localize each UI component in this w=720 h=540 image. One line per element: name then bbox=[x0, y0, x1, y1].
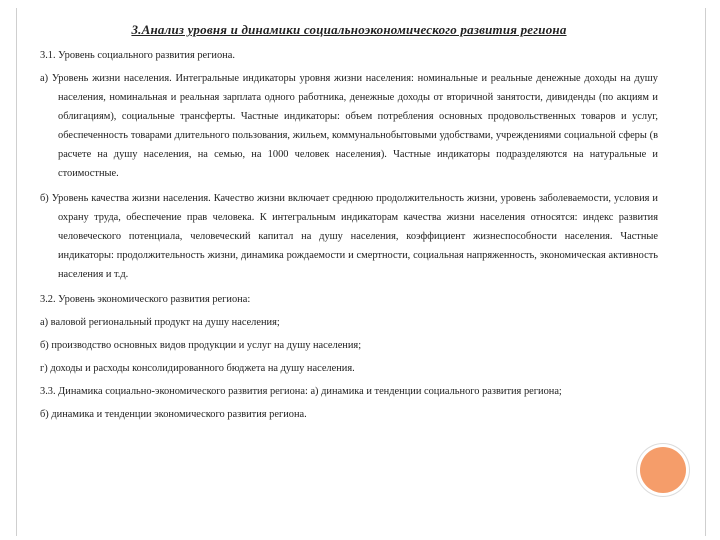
paragraph-3-2: 3.2. Уровень экономического развития региона: bbox=[40, 294, 251, 305]
list-item-budget: г) доходы и расходы консолидированного бюджета на душу населения. bbox=[40, 363, 355, 374]
paragraph-living-standard: а) Уровень жизни населения. Интегральные индикаторы уровня жизни населения: номинальные и реальные денежные доходы на душу населения, номинальная и реальная зарплата одного работника, денежные доходы от вторичной занятости, дивиденды (по акциям и облигациям), социальные трансферты. Частные индикаторы: объем потребления основных продовольственных товаров и услуг, обеспеченность товарами длительного пользования, жильем, коммунальнобытовыми удобствами, учреждениями социальной сферы (в расчете на душу населения, на семью, на 1000 человек населения). Частные индикаторы подразделяются на натуральные и стоимостные. bbox=[40, 73, 658, 179]
paragraph-3-1: 3.1. Уровень социального развития региона. bbox=[40, 50, 235, 61]
slide-title: 3.Анализ уровня и динамики социальноэкономического развития региона bbox=[131, 22, 567, 37]
decorative-circle-bottom bbox=[640, 447, 686, 493]
list-item-grp: а) валовой региональный продукт на душу населения; bbox=[40, 317, 280, 328]
list-item-production: б) производство основных видов продукции и услуг на душу населения; bbox=[40, 340, 362, 351]
list-item-economic-dynamics: б) динамика и тенденции экономического развития региона. bbox=[40, 409, 307, 420]
paragraph-quality-of-life: б) Уровень качества жизни населения. Качество жизни включает среднюю продолжительность жизни, уровень заболеваемости, условия и охрану труда, обеспечение прав человека. К интегральным индикаторам качества жизни населения относятся: индекс развития человеческого потенциала, человеческий капитал на душу населения, коэффициент жизнеспособности населения. Частные индикаторы: продолжительность жизни, динамика рождаемости и смертности, социальная напряженность, экономическая активность населения и т.д. bbox=[40, 193, 658, 280]
slide-content bbox=[40, 18, 658, 428]
paragraph-3-3: 3.3. Динамика социально-экономического развития региона: а) динамика и тенденции социального развития региона; bbox=[40, 386, 562, 397]
